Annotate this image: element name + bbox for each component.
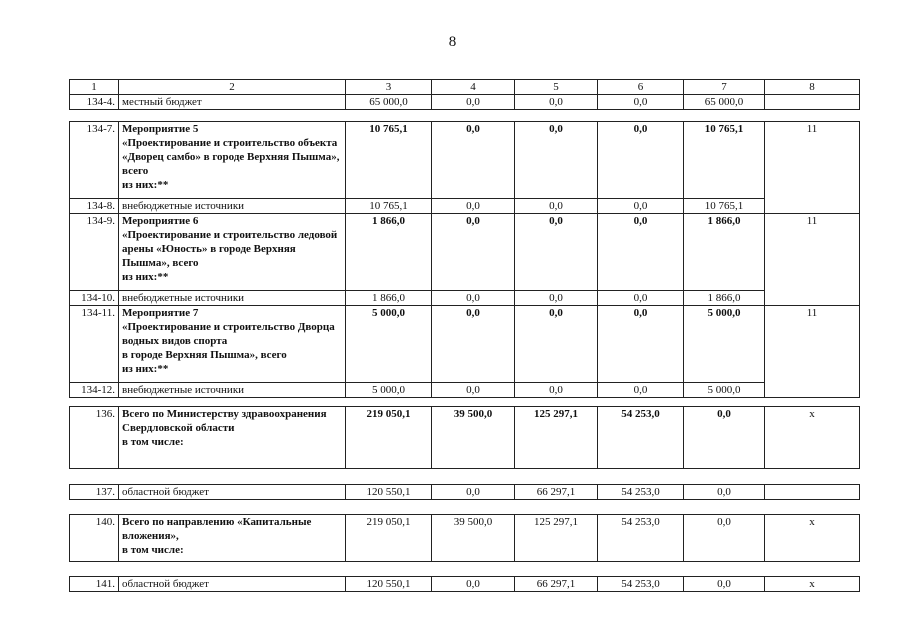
cell-col-5: 125 297,1 <box>515 407 598 469</box>
cell-col-3: 120 550,1 <box>346 577 432 592</box>
cell-col-3: 5 000,0 <box>346 383 432 398</box>
cell-col-4: 0,0 <box>432 291 515 306</box>
table-header-block <box>69 79 860 110</box>
cell-col-7: 10 765,1 <box>684 122 765 199</box>
cell-col-6: 54 253,0 <box>598 485 684 500</box>
cell-col-4: 39 500,0 <box>432 515 515 562</box>
cell-col-4: 0,0 <box>432 199 515 214</box>
row-name: Мероприятие 6 «Проектирование и строительство ледовой арены «Юность» в городе Верхняя Пышма», всего из них:** <box>119 214 346 291</box>
cell-col-3: 1 866,0 <box>346 214 432 291</box>
cell-col-7: 5 000,0 <box>684 383 765 398</box>
row-name: местный бюджет <box>119 95 346 110</box>
cell-col-8: х <box>765 407 860 469</box>
cell-col-7: 0,0 <box>684 515 765 562</box>
cell-col-5: 0,0 <box>515 122 598 199</box>
cell-col-3: 219 050,1 <box>346 515 432 562</box>
cell-col-8: 11 <box>765 306 860 398</box>
table-row <box>70 485 860 500</box>
cell-col-3: 10 765,1 <box>346 199 432 214</box>
header-col-5: 5 <box>515 80 598 95</box>
cell-col-3: 120 550,1 <box>346 485 432 500</box>
row-number: 134-11. <box>70 306 119 383</box>
cell-col-4: 0,0 <box>432 306 515 383</box>
table-row <box>70 122 860 199</box>
cell-col-5: 0,0 <box>515 214 598 291</box>
table-row <box>70 214 860 291</box>
table-row <box>70 407 860 469</box>
row-name: внебюджетные источники <box>119 199 346 214</box>
header-col-1: 1 <box>70 80 119 95</box>
cell-col-4: 0,0 <box>432 485 515 500</box>
cell-col-5: 0,0 <box>515 383 598 398</box>
row-number: 134-9. <box>70 214 119 291</box>
row-number: 134-10. <box>70 291 119 306</box>
header-col-8: 8 <box>765 80 860 95</box>
page-number: 8 <box>448 34 457 50</box>
header-col-2: 2 <box>119 80 346 95</box>
cell-col-8 <box>765 485 860 500</box>
cell-col-8: х <box>765 515 860 562</box>
cell-col-8: 11 <box>765 214 860 306</box>
cell-col-7: 0,0 <box>684 485 765 500</box>
row-number: 134-4. <box>70 95 119 110</box>
cell-col-6: 0,0 <box>598 199 684 214</box>
row-name: областной бюджет <box>119 577 346 592</box>
cell-col-7: 65 000,0 <box>684 95 765 110</box>
cell-col-4: 39 500,0 <box>432 407 515 469</box>
table-ministry-total <box>69 406 860 469</box>
cell-col-4: 0,0 <box>432 95 515 110</box>
row-number: 134-7. <box>70 122 119 199</box>
row-name: областной бюджет <box>119 485 346 500</box>
cell-col-4: 0,0 <box>432 577 515 592</box>
table-row <box>70 306 860 383</box>
table-row <box>70 515 860 562</box>
cell-col-6: 0,0 <box>598 122 684 199</box>
row-number: 134-12. <box>70 383 119 398</box>
cell-col-5: 0,0 <box>515 199 598 214</box>
row-name: Всего по направлению «Капитальные вложения», в том числе: <box>119 515 346 562</box>
cell-col-7: 5 000,0 <box>684 306 765 383</box>
table-row <box>70 383 860 398</box>
cell-col-3: 1 866,0 <box>346 291 432 306</box>
table-row <box>70 199 860 214</box>
row-number: 141. <box>70 577 119 592</box>
cell-col-4: 0,0 <box>432 214 515 291</box>
cell-col-4: 0,0 <box>432 383 515 398</box>
row-number: 140. <box>70 515 119 562</box>
cell-col-6: 0,0 <box>598 383 684 398</box>
cell-col-5: 0,0 <box>515 306 598 383</box>
row-number: 136. <box>70 407 119 469</box>
cell-col-5: 66 297,1 <box>515 577 598 592</box>
cell-col-7: 0,0 <box>684 577 765 592</box>
cell-col-3: 5 000,0 <box>346 306 432 383</box>
table-regional-budget-2 <box>69 576 860 592</box>
table-row <box>70 291 860 306</box>
cell-col-6: 54 253,0 <box>598 407 684 469</box>
row-name: Мероприятие 7 «Проектирование и строительство Дворца водных видов спорта в городе Верхняя Пышма», всего из них:** <box>119 306 346 383</box>
cell-col-7: 10 765,1 <box>684 199 765 214</box>
table-measures-block <box>69 121 860 398</box>
header-col-6: 6 <box>598 80 684 95</box>
cell-col-3: 219 050,1 <box>346 407 432 469</box>
cell-col-6: 54 253,0 <box>598 515 684 562</box>
table-row <box>70 577 860 592</box>
cell-col-3: 65 000,0 <box>346 95 432 110</box>
cell-col-5: 66 297,1 <box>515 485 598 500</box>
cell-col-7: 0,0 <box>684 407 765 469</box>
cell-col-8: х <box>765 577 860 592</box>
cell-col-5: 0,0 <box>515 291 598 306</box>
cell-col-4: 0,0 <box>432 122 515 199</box>
cell-col-7: 1 866,0 <box>684 214 765 291</box>
table-regional-budget-1 <box>69 484 860 500</box>
row-number: 134-8. <box>70 199 119 214</box>
header-col-7: 7 <box>684 80 765 95</box>
cell-col-8 <box>765 95 860 110</box>
cell-col-6: 0,0 <box>598 306 684 383</box>
row-name: внебюджетные источники <box>119 291 346 306</box>
row-name: Всего по Министерству здравоохранения Свердловской области в том числе: <box>119 407 346 469</box>
cell-col-7: 1 866,0 <box>684 291 765 306</box>
cell-col-5: 0,0 <box>515 95 598 110</box>
row-name: Мероприятие 5 «Проектирование и строительство объекта «Дворец самбо» в городе Верхняя Пышма», всего из них:** <box>119 122 346 199</box>
cell-col-6: 54 253,0 <box>598 577 684 592</box>
header-col-4: 4 <box>432 80 515 95</box>
table-row <box>70 95 860 110</box>
cell-col-8: 11 <box>765 122 860 214</box>
header-col-3: 3 <box>346 80 432 95</box>
cell-col-5: 125 297,1 <box>515 515 598 562</box>
row-number: 137. <box>70 485 119 500</box>
cell-col-6: 0,0 <box>598 214 684 291</box>
table-capital-total <box>69 514 860 562</box>
row-name: внебюджетные источники <box>119 383 346 398</box>
header-row <box>70 80 860 95</box>
cell-col-3: 10 765,1 <box>346 122 432 199</box>
cell-col-6: 0,0 <box>598 291 684 306</box>
cell-col-6: 0,0 <box>598 95 684 110</box>
